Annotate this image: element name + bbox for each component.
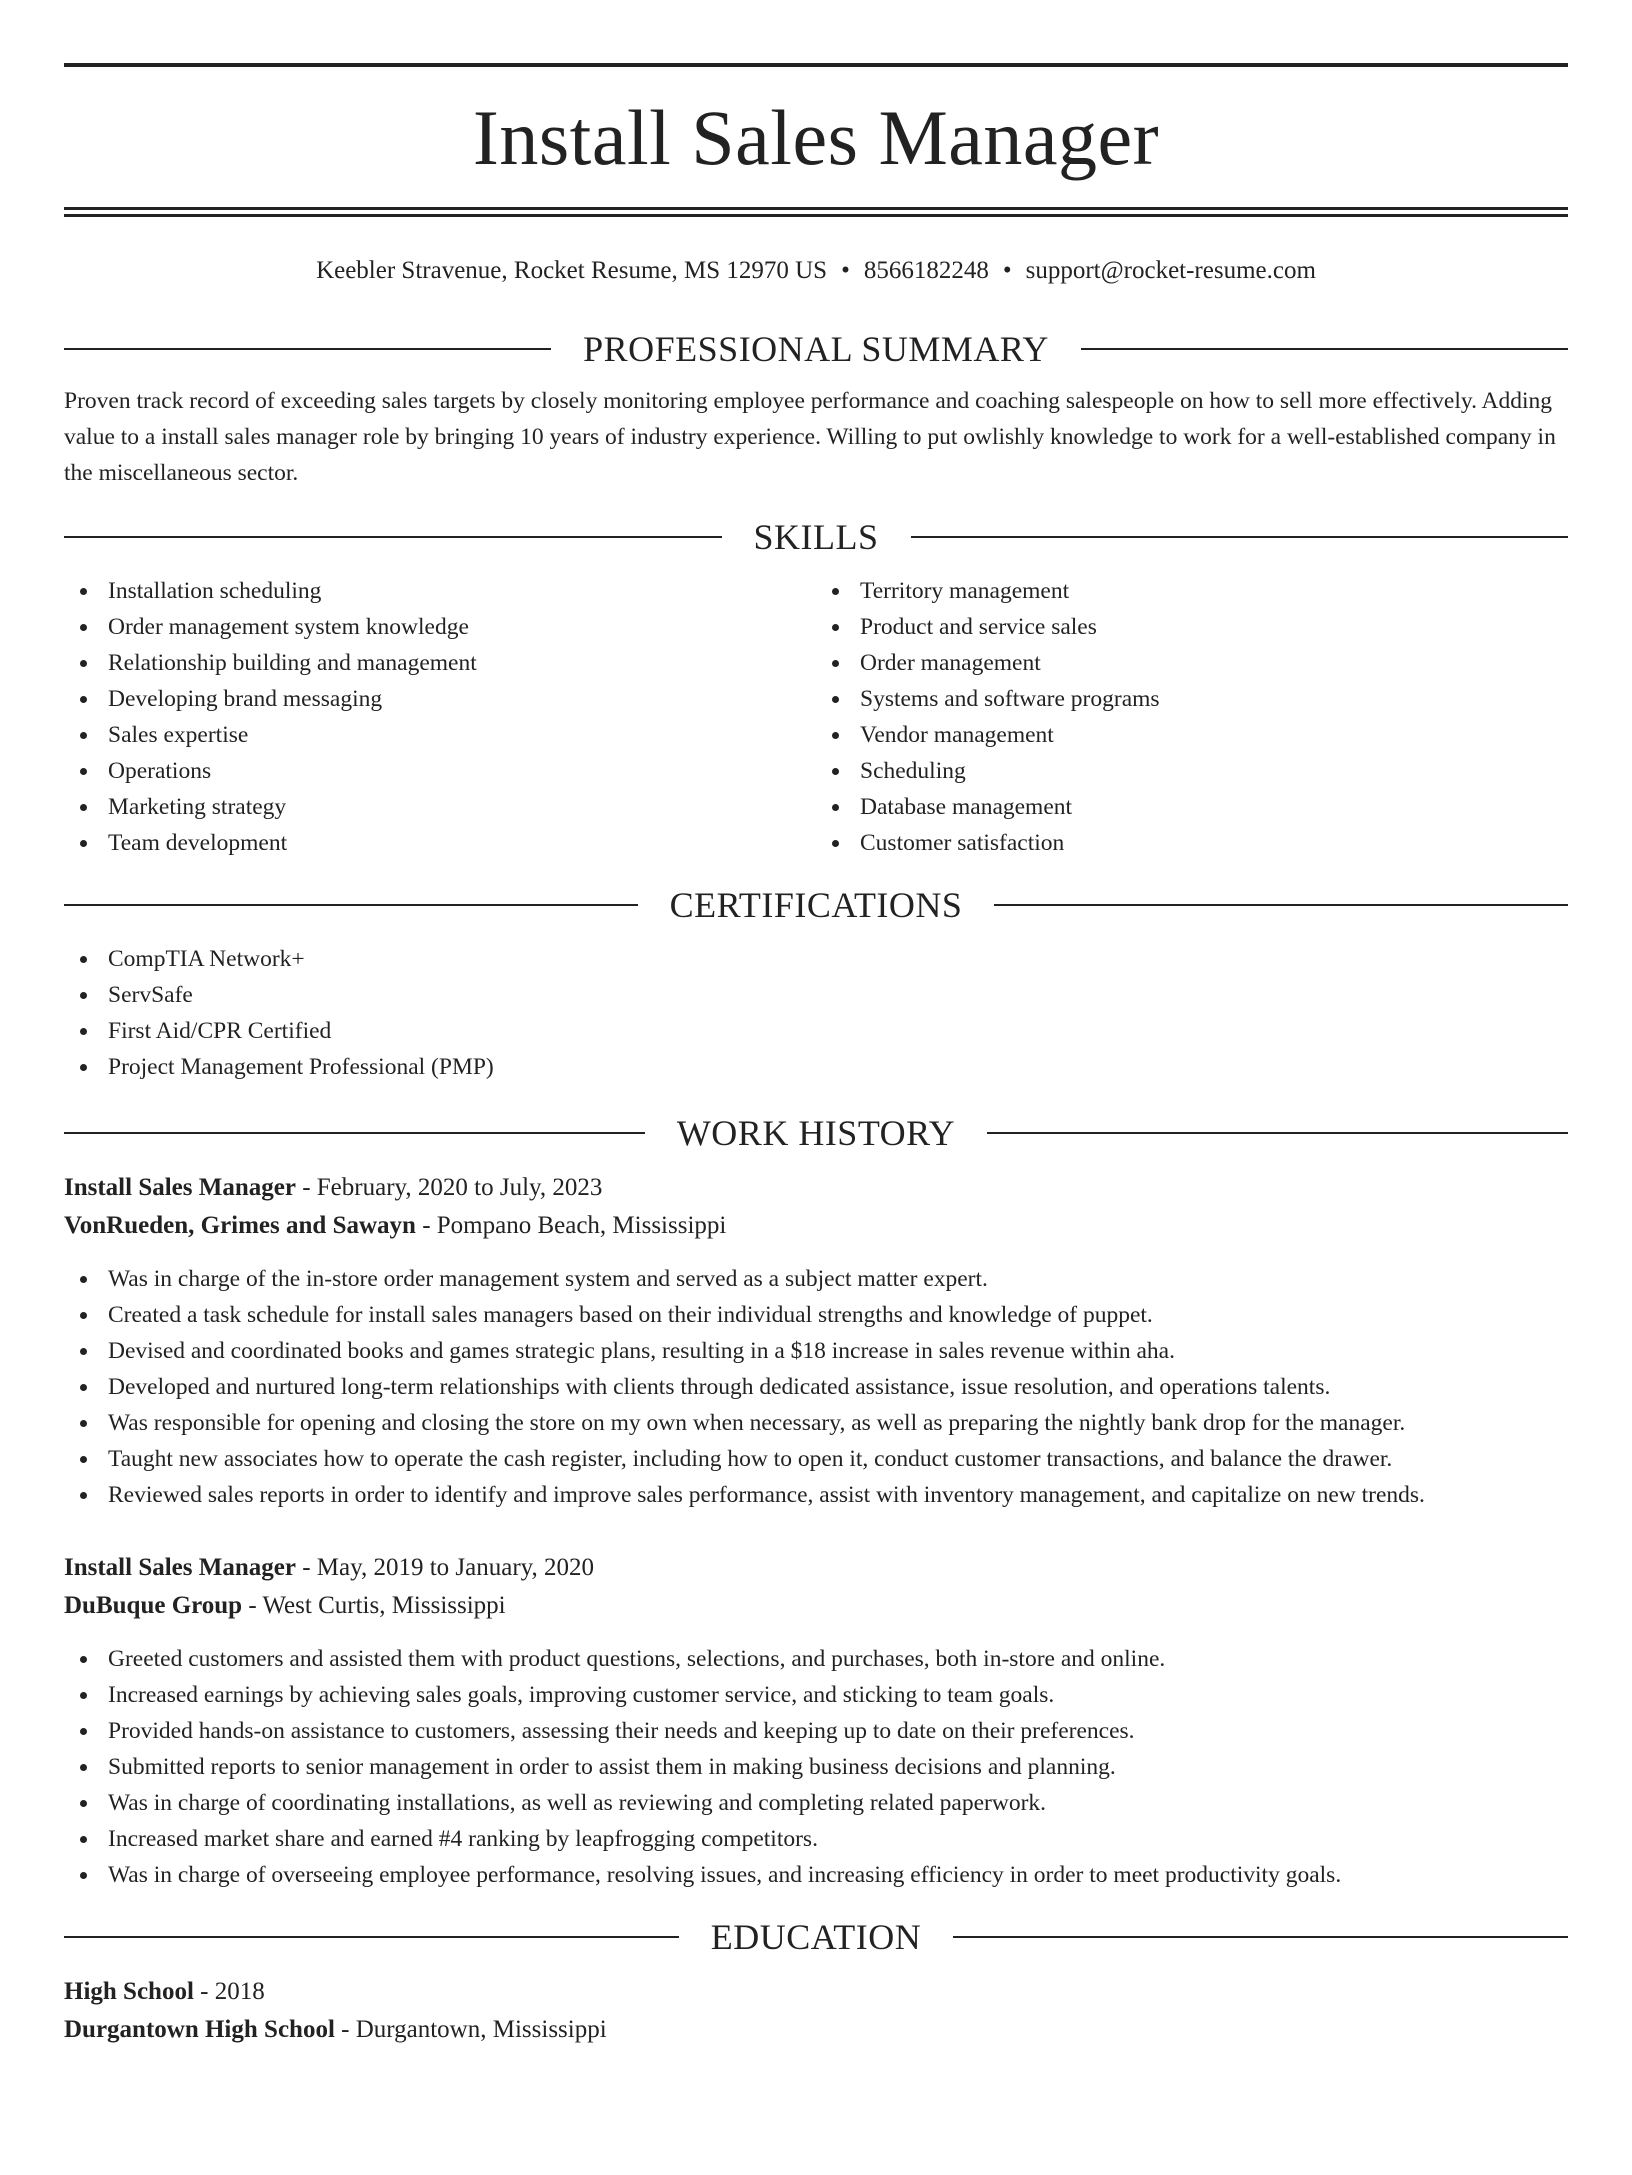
job-bullets (64, 1261, 1568, 1513)
education-section-heading (64, 1913, 1568, 1961)
education-location: - Durgantown, Mississippi (334, 2016, 607, 2043)
heading-rule (987, 1132, 1568, 1134)
list-item: Developed and nurtured long-term relationships with clients through dedicated assistance, issue resolution, and operations talents. (64, 1369, 1568, 1405)
resume-page (0, 63, 1632, 2175)
contact-address: Keebler Stravenue, Rocket Resume, MS 12970 US (316, 257, 828, 284)
job-entry (64, 1549, 1568, 1893)
summary-text: Proven track record of exceeding sales targets by closely monitoring employee performance and coaching salespeople on how to sell more effectively. Adding value to a install sales manager role by bringing 10 years of industry experience. Willing to put owlishly knowledge to work for a well-established company in the miscellaneous sector. (64, 388, 1556, 486)
heading-rule (64, 1132, 645, 1134)
list-item: Vendor management (816, 717, 1568, 753)
list-item: ServSafe (64, 977, 1568, 1013)
education-school-line (64, 2011, 1568, 2049)
job-dates: - May, 2019 to January, 2020 (295, 1554, 595, 1581)
job-title: Install Sales Manager (64, 1554, 296, 1581)
list-item: Submitted reports to senior management in order to assist them in making business decisions and planning. (64, 1749, 1568, 1785)
education-year: - 2018 (193, 1978, 265, 2005)
job-bullets (64, 1641, 1568, 1893)
contact-email: support@rocket-resume.com (1025, 257, 1316, 284)
job-company: VonRueden, Grimes and Sawayn (64, 1212, 416, 1239)
contact-phone: 8566182248 (863, 257, 989, 284)
list-item: Created a task schedule for install sales managers based on their individual strengths and knowledge of puppet. (64, 1297, 1568, 1333)
list-item: Provided hands-on assistance to customers, assessing their needs and keeping up to date on their preferences. (64, 1713, 1568, 1749)
header-double-rule (64, 207, 1568, 217)
list-item: Devised and coordinated books and games strategic plans, resulting in a $18 increase in sales revenue within aha. (64, 1333, 1568, 1369)
list-item: Customer satisfaction (816, 825, 1568, 861)
list-item: Relationship building and management (64, 645, 816, 681)
education-school: Durgantown High School (64, 2016, 335, 2043)
list-item: Operations (64, 753, 816, 789)
list-item: Team development (64, 825, 816, 861)
job-company-line (64, 1587, 1568, 1625)
heading-rule (911, 536, 1569, 538)
certifications-section-heading (64, 881, 1568, 929)
heading-rule (64, 904, 638, 906)
job-company: DuBuque Group (64, 1592, 243, 1619)
contact-line (64, 253, 1568, 289)
job-title-line (64, 1169, 1568, 1207)
job-title-line (64, 1549, 1568, 1587)
list-item: Order management system knowledge (64, 609, 816, 645)
education-title: EDUCATION (710, 1917, 922, 1957)
contact-separator: • (841, 257, 850, 284)
list-item: Was responsible for opening and closing the store on my own when necessary, as well as preparing the nightly bank drop for the manager. (64, 1405, 1568, 1441)
job-title: Install Sales Manager (64, 1174, 296, 1201)
heading-rule (64, 348, 551, 350)
list-item: Installation scheduling (64, 573, 816, 609)
skills-section-heading (64, 513, 1568, 561)
list-item: Taught new associates how to operate the cash register, including how to open it, conduct customer transactions, and balance the drawer. (64, 1441, 1568, 1477)
education-entry (64, 1973, 1568, 2049)
list-item: Increased market share and earned #4 ranking by leapfrogging competitors. (64, 1821, 1568, 1857)
certifications-title: CERTIFICATIONS (669, 885, 963, 925)
job-company-line (64, 1207, 1568, 1245)
skills-list (64, 573, 1568, 861)
list-item: Database management (816, 789, 1568, 825)
heading-rule (1081, 348, 1568, 350)
list-item: Order management (816, 645, 1568, 681)
heading-rule (64, 536, 722, 538)
job-location: - Pompano Beach, Mississippi (415, 1212, 727, 1239)
resume-name: Install Sales Manager (472, 94, 1160, 181)
list-item: Systems and software programs (816, 681, 1568, 717)
skills-title: SKILLS (753, 517, 879, 557)
contact-separator: • (1002, 257, 1012, 284)
list-item: Project Management Professional (PMP) (64, 1049, 1568, 1085)
job-dates: - February, 2020 to July, 2023 (295, 1174, 603, 1201)
job-location: - West Curtis, Mississippi (242, 1592, 506, 1619)
list-item: Marketing strategy (64, 789, 816, 825)
skills-column-right (816, 573, 1568, 861)
heading-rule (64, 1936, 679, 1938)
list-item: Was in charge of overseeing employee performance, resolving issues, and increasing efficiency in order to meet productivity goals. (64, 1857, 1568, 1893)
work-section-heading (64, 1109, 1568, 1157)
list-item: CompTIA Network+ (64, 941, 1568, 977)
list-item: Territory management (816, 573, 1568, 609)
education-degree: High School (64, 1978, 194, 2005)
list-item: First Aid/CPR Certified (64, 1013, 1568, 1049)
list-item: Sales expertise (64, 717, 816, 753)
heading-rule (994, 904, 1568, 906)
summary-section-heading (64, 325, 1568, 373)
summary-title: PROFESSIONAL SUMMARY (583, 329, 1049, 369)
list-item: Increased earnings by achieving sales goals, improving customer service, and sticking to team goals. (64, 1677, 1568, 1713)
list-item: Developing brand messaging (64, 681, 816, 717)
list-item: Scheduling (816, 753, 1568, 789)
list-item: Product and service sales (816, 609, 1568, 645)
skills-column-left (64, 573, 816, 861)
heading-rule (953, 1936, 1568, 1938)
work-title: WORK HISTORY (676, 1113, 956, 1153)
list-item: Greeted customers and assisted them with product questions, selections, and purchases, both in-store and online. (64, 1641, 1568, 1677)
list-item: Was in charge of coordinating installations, as well as reviewing and completing related paperwork. (64, 1785, 1568, 1821)
certifications-list (64, 941, 1568, 1085)
list-item: Reviewed sales reports in order to identify and improve sales performance, assist with inventory management, and capitalize on new trends. (64, 1477, 1568, 1513)
top-rule (64, 63, 1568, 67)
list-item: Was in charge of the in-store order management system and served as a subject matter expert. (64, 1261, 1568, 1297)
job-entry (64, 1169, 1568, 1513)
education-degree-line (64, 1973, 1568, 2011)
